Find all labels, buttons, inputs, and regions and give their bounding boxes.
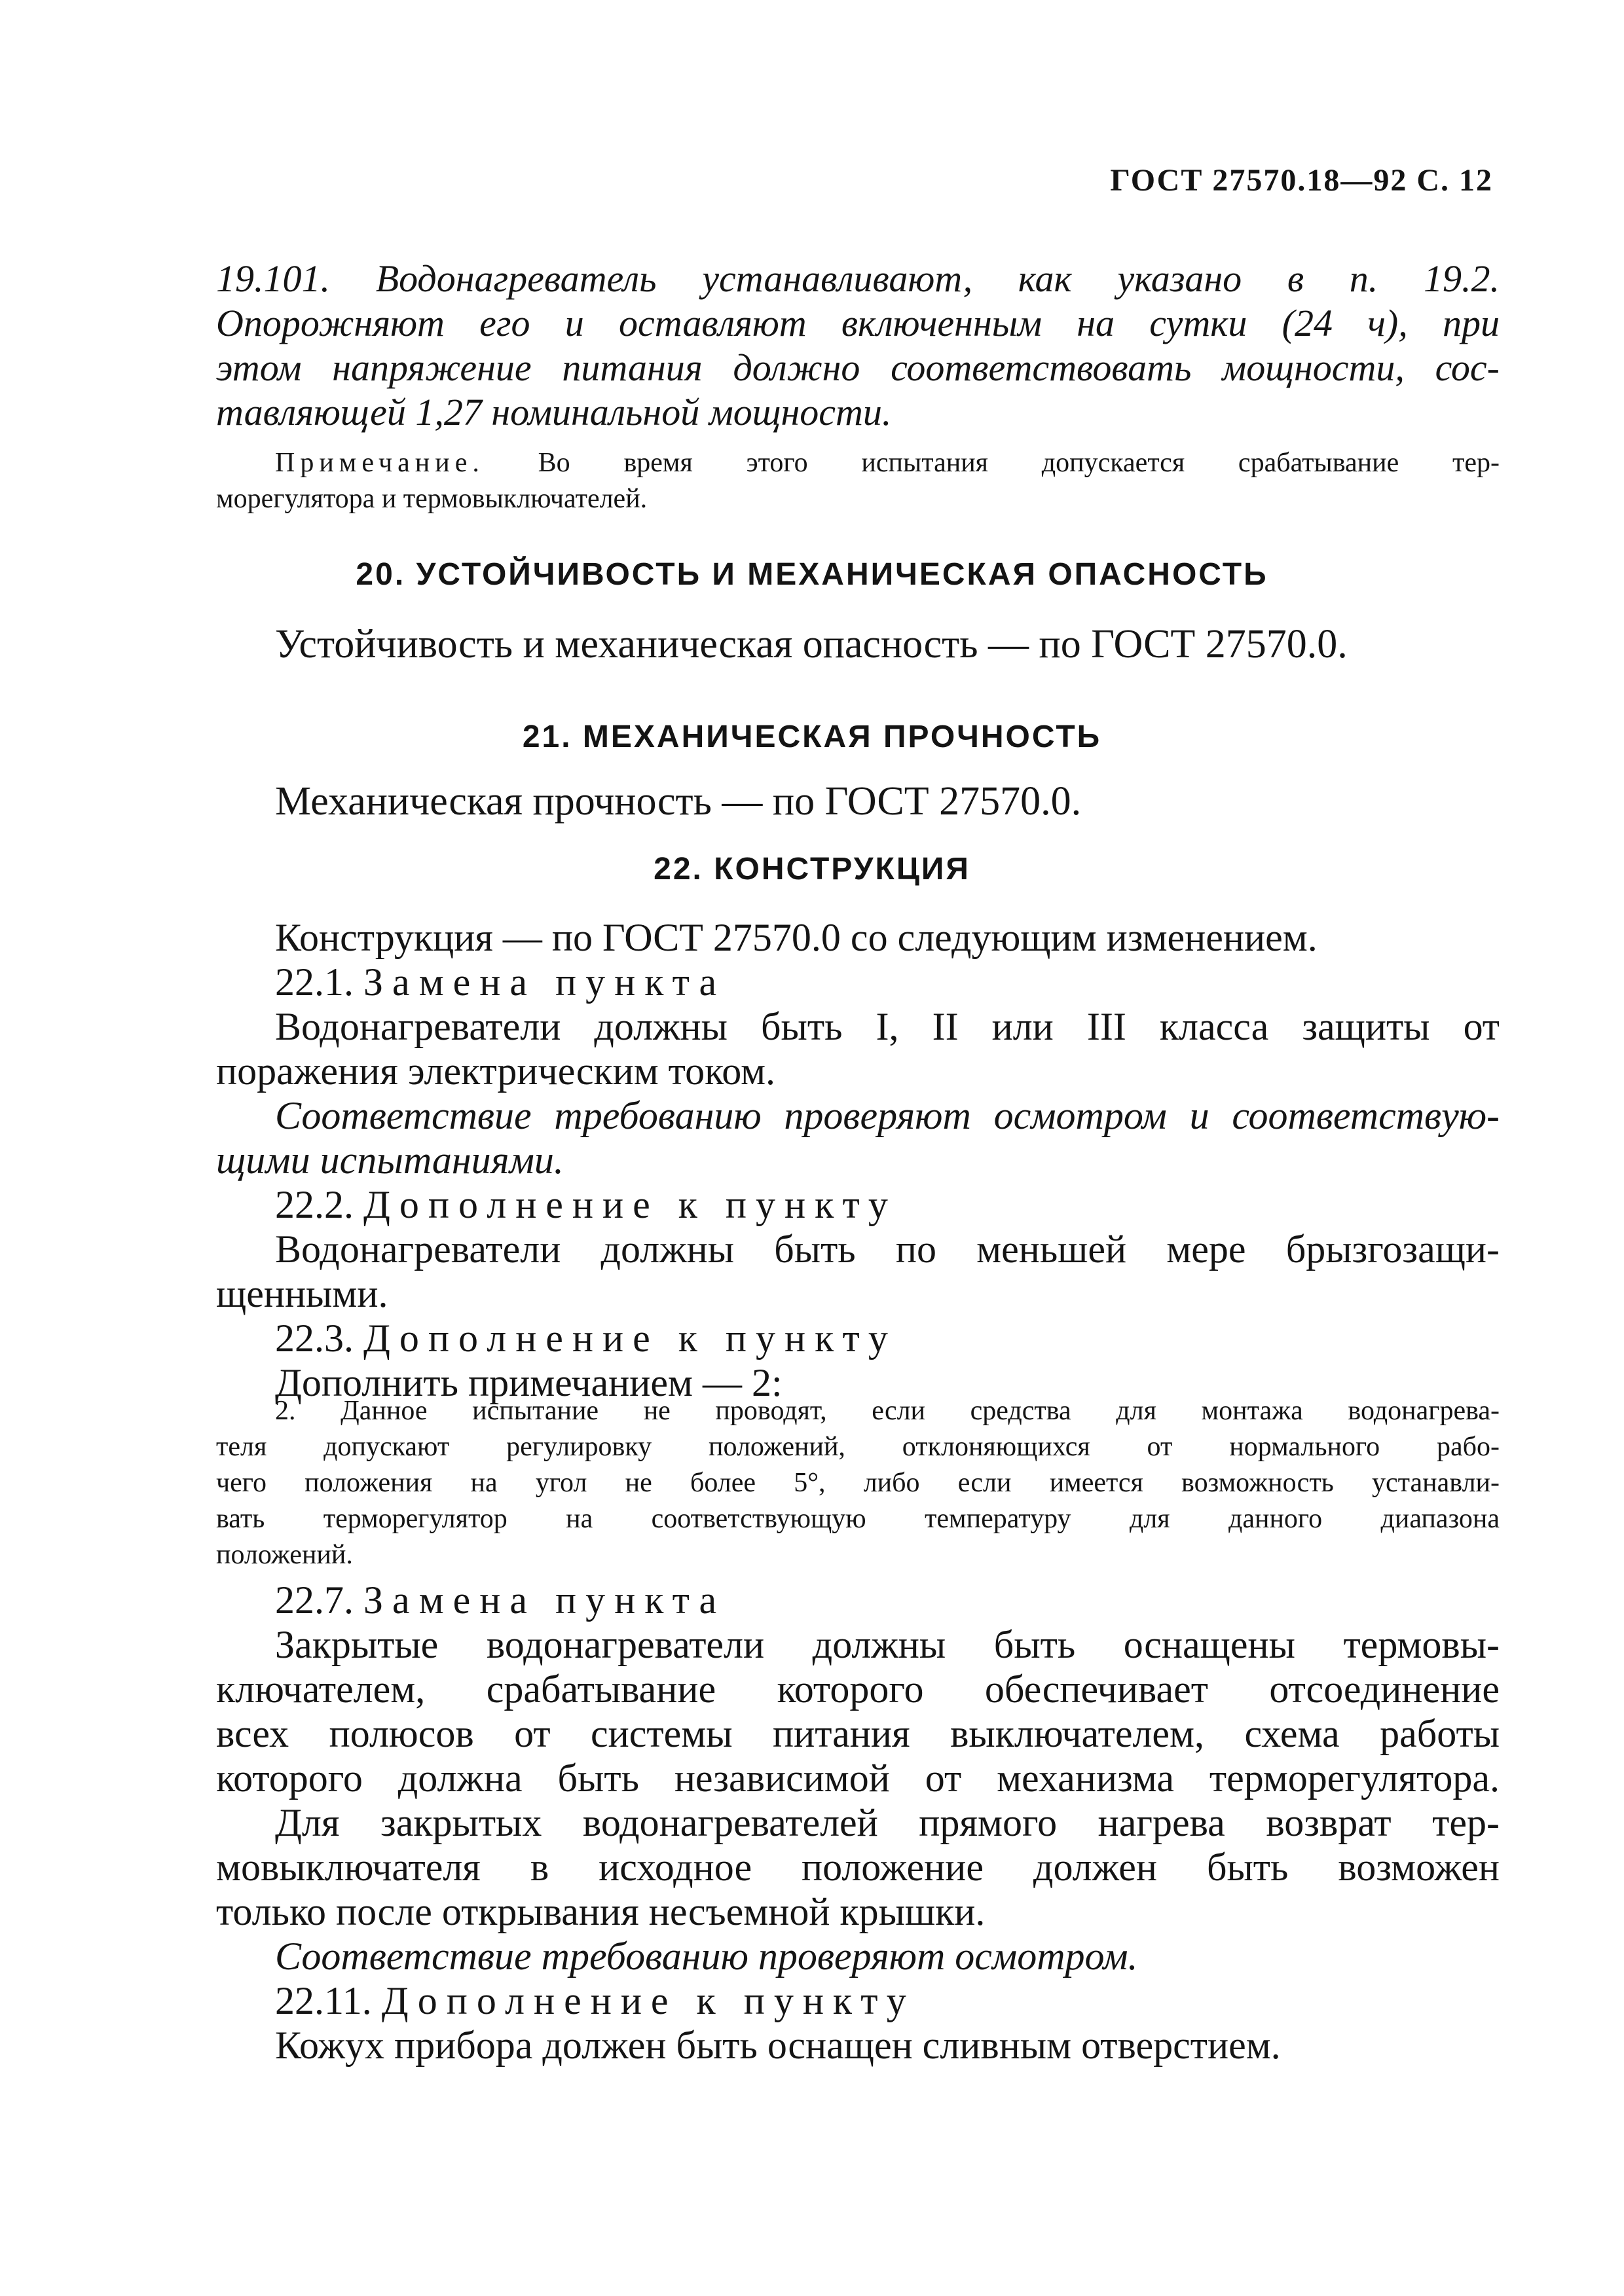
clause-19-101-line: этом напряжение питания должно соответствовать мощности, сос-: [216, 346, 1500, 389]
clause-22-2-line: щенными.: [216, 1272, 388, 1315]
clause-action: Замена пункта: [363, 960, 726, 1004]
clause-22-2-line: Водонагреватели должны быть по меньшей мере брызгозащи-: [275, 1228, 1500, 1271]
clause-22-1-line: поражения электрическим током.: [216, 1049, 776, 1093]
clause-22-7-heading: [216, 1578, 1500, 1622]
clause-22-3-text: Дополнить примечанием — 2:: [275, 1361, 783, 1404]
section-22-title: 22. КОНСТРУКЦИЯ: [654, 852, 970, 886]
section-20-text: Устойчивость и механическая опасность — по ГОСТ 27570.0.: [275, 622, 1348, 666]
clause-number: 22.2.: [275, 1183, 354, 1226]
clause-22-7-line: всех полюсов от системы питания выключателем, схема работы: [216, 1712, 1500, 1755]
clause-number: 22.11.: [275, 1979, 372, 2022]
clause-22-7-line: мовыключателя в исходное положение должен быть возможен: [216, 1846, 1500, 1889]
clause-22-7-line: которого должна быть независимой от механизма терморегулятора.: [216, 1757, 1500, 1800]
clause-22-7-check: Соответствие требованию проверяют осмотром.: [275, 1935, 1138, 1978]
note-2-line: вать терморегулятор на соответствующую температуру для данного диапазона: [216, 1504, 1500, 1534]
clause-22-7-line: Для закрытых водонагревателей прямого нагрева возврат тер-: [275, 1801, 1500, 1844]
note-2-line: положений.: [216, 1540, 353, 1570]
clause-number: 22.1.: [275, 960, 354, 1004]
section-22-body: [216, 915, 1500, 1405]
clause-19-101-line: 19.101. Водонагреватель устанавливают, как указано в п. 19.2.: [216, 257, 1500, 300]
clause-22-1-heading: [216, 960, 1500, 1004]
section-20-title: 20. УСТОЙЧИВОСТЬ И МЕХАНИЧЕСКАЯ ОПАСНОСТЬ: [356, 557, 1268, 592]
clause-number: 22.3.: [275, 1317, 354, 1360]
clause-action: Дополнение к пункту: [363, 1183, 897, 1226]
clause-22-7-line: только после открывания несъемной крышки.: [216, 1890, 986, 1933]
section-21-title: 21. МЕХАНИЧЕСКАЯ ПРОЧНОСТЬ: [522, 720, 1102, 754]
note-19: [216, 445, 1500, 517]
note-2-line: теля допускают регулировку положений, отклоняющихся от нормального рабо-: [216, 1432, 1500, 1462]
clause-22-2-heading: [216, 1182, 1500, 1227]
clause-number: 22.7.: [275, 1578, 354, 1622]
note-2-line: 2. Данное испытание не проводят, если средства для монтажа водонагрева-: [275, 1396, 1500, 1426]
note-19-text: Во время этого испытания допускается срабатывание тер-: [538, 448, 1500, 478]
clause-19-101: [216, 257, 1500, 435]
clause-action: Дополнение к пункту: [381, 1979, 915, 2022]
clause-action: Замена пункта: [363, 1578, 726, 1622]
clause-22-1-check: щими испытаниями.: [216, 1139, 564, 1182]
note-19-line: [216, 445, 1500, 481]
section-21-text: Механическая прочность — по ГОСТ 27570.0.: [275, 779, 1082, 824]
page-header: ГОСТ 27570.18—92 С. 12: [1110, 163, 1493, 198]
note-2: [216, 1393, 1500, 1573]
clause-22-11-text: Кожух прибора должен быть оснащен сливным отверстием.: [275, 2024, 1281, 2067]
clause-19-101-line: Опорожняют его и оставляют включенным на сутки (24 ч), при: [216, 302, 1500, 344]
clause-22-1-line: Водонагреватели должны быть I, II или III класса защиты от: [275, 1005, 1500, 1048]
clause-22-7-line: ключателем, срабатывание которого обеспечивает отсоединение: [216, 1667, 1500, 1711]
note-19-line: морегулятора и термовыключателей.: [216, 484, 648, 514]
clause-22-7: [216, 1578, 1500, 2068]
clause-22-3-heading: [216, 1316, 1500, 1360]
clause-22-7-line: Закрытые водонагреватели должны быть оснащены термовы-: [275, 1623, 1500, 1666]
clause-19-101-line: тавляющей 1,27 номинальной мощности.: [216, 391, 892, 433]
clause-action: Дополнение к пункту: [363, 1317, 897, 1360]
note-label: Примечание.: [275, 448, 485, 478]
clause-22-1-check: Соответствие требованию проверяют осмотром и соответствую-: [275, 1094, 1500, 1137]
note-2-line: чего положения на угол не более 5°, либо если имеется возможность устанавли-: [216, 1468, 1500, 1498]
clause-22-11-heading: [216, 1978, 1500, 2023]
section-22-intro: Конструкция — по ГОСТ 27570.0 со следующим изменением.: [275, 916, 1318, 959]
